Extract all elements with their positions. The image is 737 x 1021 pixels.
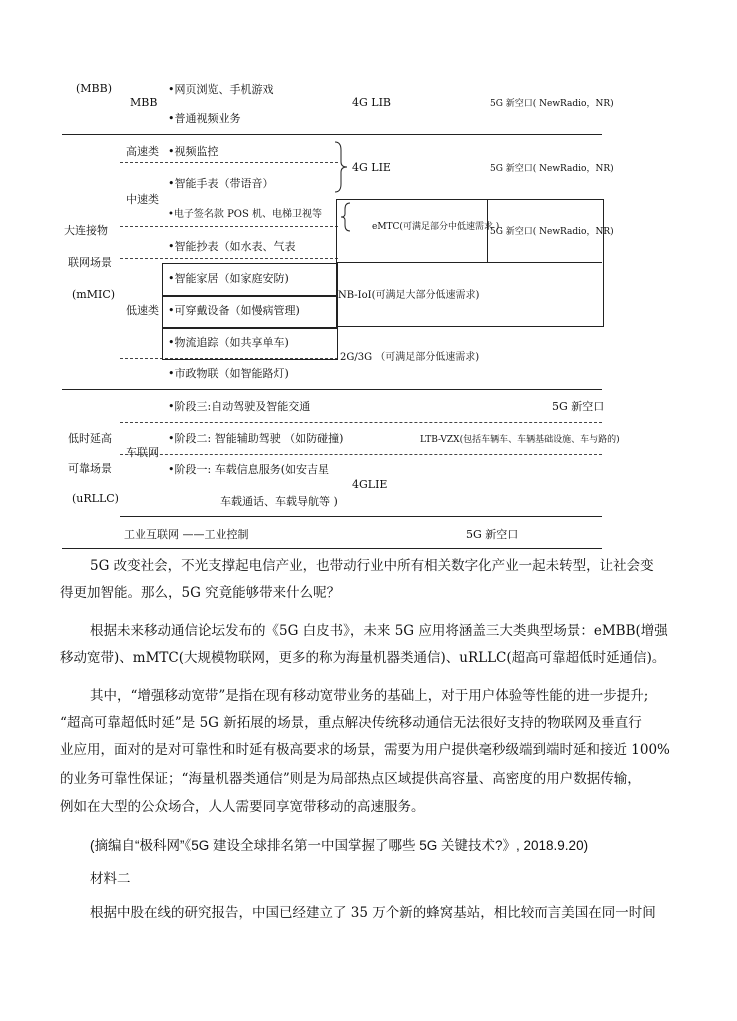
mbb-air-interface: 5G 新空口( NewRadio，NR) <box>490 99 614 109</box>
source-citation: (摘编自“极科网”《5G 建设全球排名第一中国掌握了哪些 5G 关键技术?》, 2018.9.20) <box>90 838 589 853</box>
emtc-label: eMTC(可满足部分中低速需求 ) <box>372 222 500 232</box>
low-speed-box <box>162 327 338 360</box>
high-speed-label: 高速类 <box>126 145 159 158</box>
industry-label: 工业互联网 ——工业控制 <box>124 528 249 541</box>
material-heading: 材料二 <box>90 871 131 887</box>
mid-speed-label: 中速类 <box>126 193 159 206</box>
mmtc-air-interface-2: 5G 新空口( NewRadio，NR) <box>490 227 614 237</box>
mbb-item-1: •网页浏览、手机游戏 <box>168 83 274 96</box>
row-divider <box>62 134 602 135</box>
mmtc-air-interface-1: 5G 新空口( NewRadio，NR) <box>490 164 614 174</box>
row-divider <box>62 389 602 390</box>
dashed-divider <box>120 422 602 423</box>
mbb-item-2: •普通视频业务 <box>168 112 241 125</box>
paragraph-line: 5G 改变社会，不光支撑起电信产业，也带动行业中所有相关数字化产业一起未转型，让社会变 <box>90 558 654 574</box>
nbiot-label: NB-IoI(可满足大部分低速需求) <box>338 290 480 301</box>
mmtc-scene-line-1: 大连接物 <box>64 224 108 237</box>
paragraph-line: “超高可靠超低时延”是 5G 新拓展的场景，重点解决传统移动通信无法很好支持的物联网及垂直行 <box>60 715 642 731</box>
urllc-sub-label: 车联网 <box>126 446 159 459</box>
urllc-stage-1-cont: 车载通话、车载导航等 ) <box>220 495 338 508</box>
mbb-tech: 4G LIB <box>352 96 392 109</box>
g23-label: 2G/3G （可满足部分低速需求) <box>340 352 480 363</box>
mmtc-item-7: •物流追踪（如共享单车) <box>168 336 289 349</box>
mmtc-tech-lte: 4G LIE <box>352 161 391 174</box>
mmtc-item-3: •电子签名款 POS 机、电梯卫视等 <box>168 209 323 220</box>
urllc-scene-line-2: 可靠场景 <box>68 462 112 475</box>
paragraph-line: 的业务可靠性保证；“海量机器类通信”则是为局部热点区域提供高容量、高密度的用户数据传输， <box>60 771 641 787</box>
paragraph-line: 例如在大型的公众场合，人人需要同享宽带移动的高速服务。 <box>60 799 425 815</box>
paragraph-line: 根据未来移动通信论坛发布的《5G 白皮书》，未来 5G 应用将涵盖三大类典型场景：eMBB(增强 <box>90 623 668 639</box>
cell-divider <box>336 262 602 263</box>
urllc-stage-1: •阶段一: 车载信息服务(如安吉星 <box>168 463 329 476</box>
urllc-stage-1-tech: 4GLIE <box>352 478 388 491</box>
brace-icon <box>333 140 349 194</box>
paragraph-line: 根据中股在线的研究报告，中国已经建立了 35 万个新的蜂窝基站，相比较而言美国在同一时间 <box>90 905 656 921</box>
paragraph-line: 其中，“增强移动宽带”是指在现有移动宽带业务的基础上，对于用户体验等性能的进一步提升; <box>90 688 649 704</box>
mmtc-item-8: •市政物联（如智能路灯) <box>168 367 289 380</box>
low-speed-box <box>162 263 338 297</box>
mbb-scene-label: (MBB) <box>76 82 113 95</box>
urllc-scene-line-3: (uRLLC) <box>72 492 119 505</box>
dashed-divider <box>120 454 602 455</box>
dashed-divider <box>120 162 338 163</box>
brace-icon <box>340 202 352 232</box>
urllc-stage-2-tech: LTB-VZX(包括车辆车、车辆基础设施、车与路的) <box>420 435 620 445</box>
mmtc-item-1: •视频监控 <box>168 145 219 158</box>
mmtc-item-6: •可穿戴设备（如慢病管理) <box>168 304 300 317</box>
paragraph-line: 得更加智能。那么，5G 究竟能够带来什么呢？ <box>60 585 341 601</box>
paragraph-line: 移动宽带)、mMTC(大规模物联网，更多的称为海量机器类通信)、uRLLC(超高可靠超低时延通信)。 <box>60 650 666 666</box>
urllc-stage-2: •阶段二: 智能辅助驾驶 （如防碰撞) <box>168 432 344 445</box>
dashed-divider <box>120 226 338 227</box>
mmtc-scene-line-2: 联网场景 <box>68 256 112 269</box>
urllc-scene-line-1: 低时延高 <box>68 432 112 445</box>
industry-tech: 5G 新空口 <box>466 528 519 541</box>
low-speed-box <box>162 295 338 329</box>
cell-divider <box>120 516 602 517</box>
paragraph-line: 业应用，面对的是对可靠性和时延有极高要求的场景，需要为用户提供毫秒级端到端时延和接近 100% <box>60 742 670 758</box>
mmtc-item-2: •智能手表（带语音） <box>168 177 274 190</box>
low-speed-label: 低速类 <box>126 304 159 317</box>
table-bottom-border <box>62 548 602 549</box>
mbb-sub-label: MBB <box>130 96 158 109</box>
emtc-nbiot-box <box>336 199 604 327</box>
mmtc-item-5: •智能家居（如家庭安防) <box>168 272 289 285</box>
urllc-stage-3-tech: 5G 新空口 <box>552 400 605 413</box>
mmtc-scene-line-3: (mMIC) <box>72 288 116 301</box>
mmtc-item-4: •智能抄表（如水表、气表 <box>168 240 296 253</box>
urllc-stage-3: •阶段三:自动驾驶及智能交通 <box>168 400 311 413</box>
dashed-divider <box>120 258 338 259</box>
